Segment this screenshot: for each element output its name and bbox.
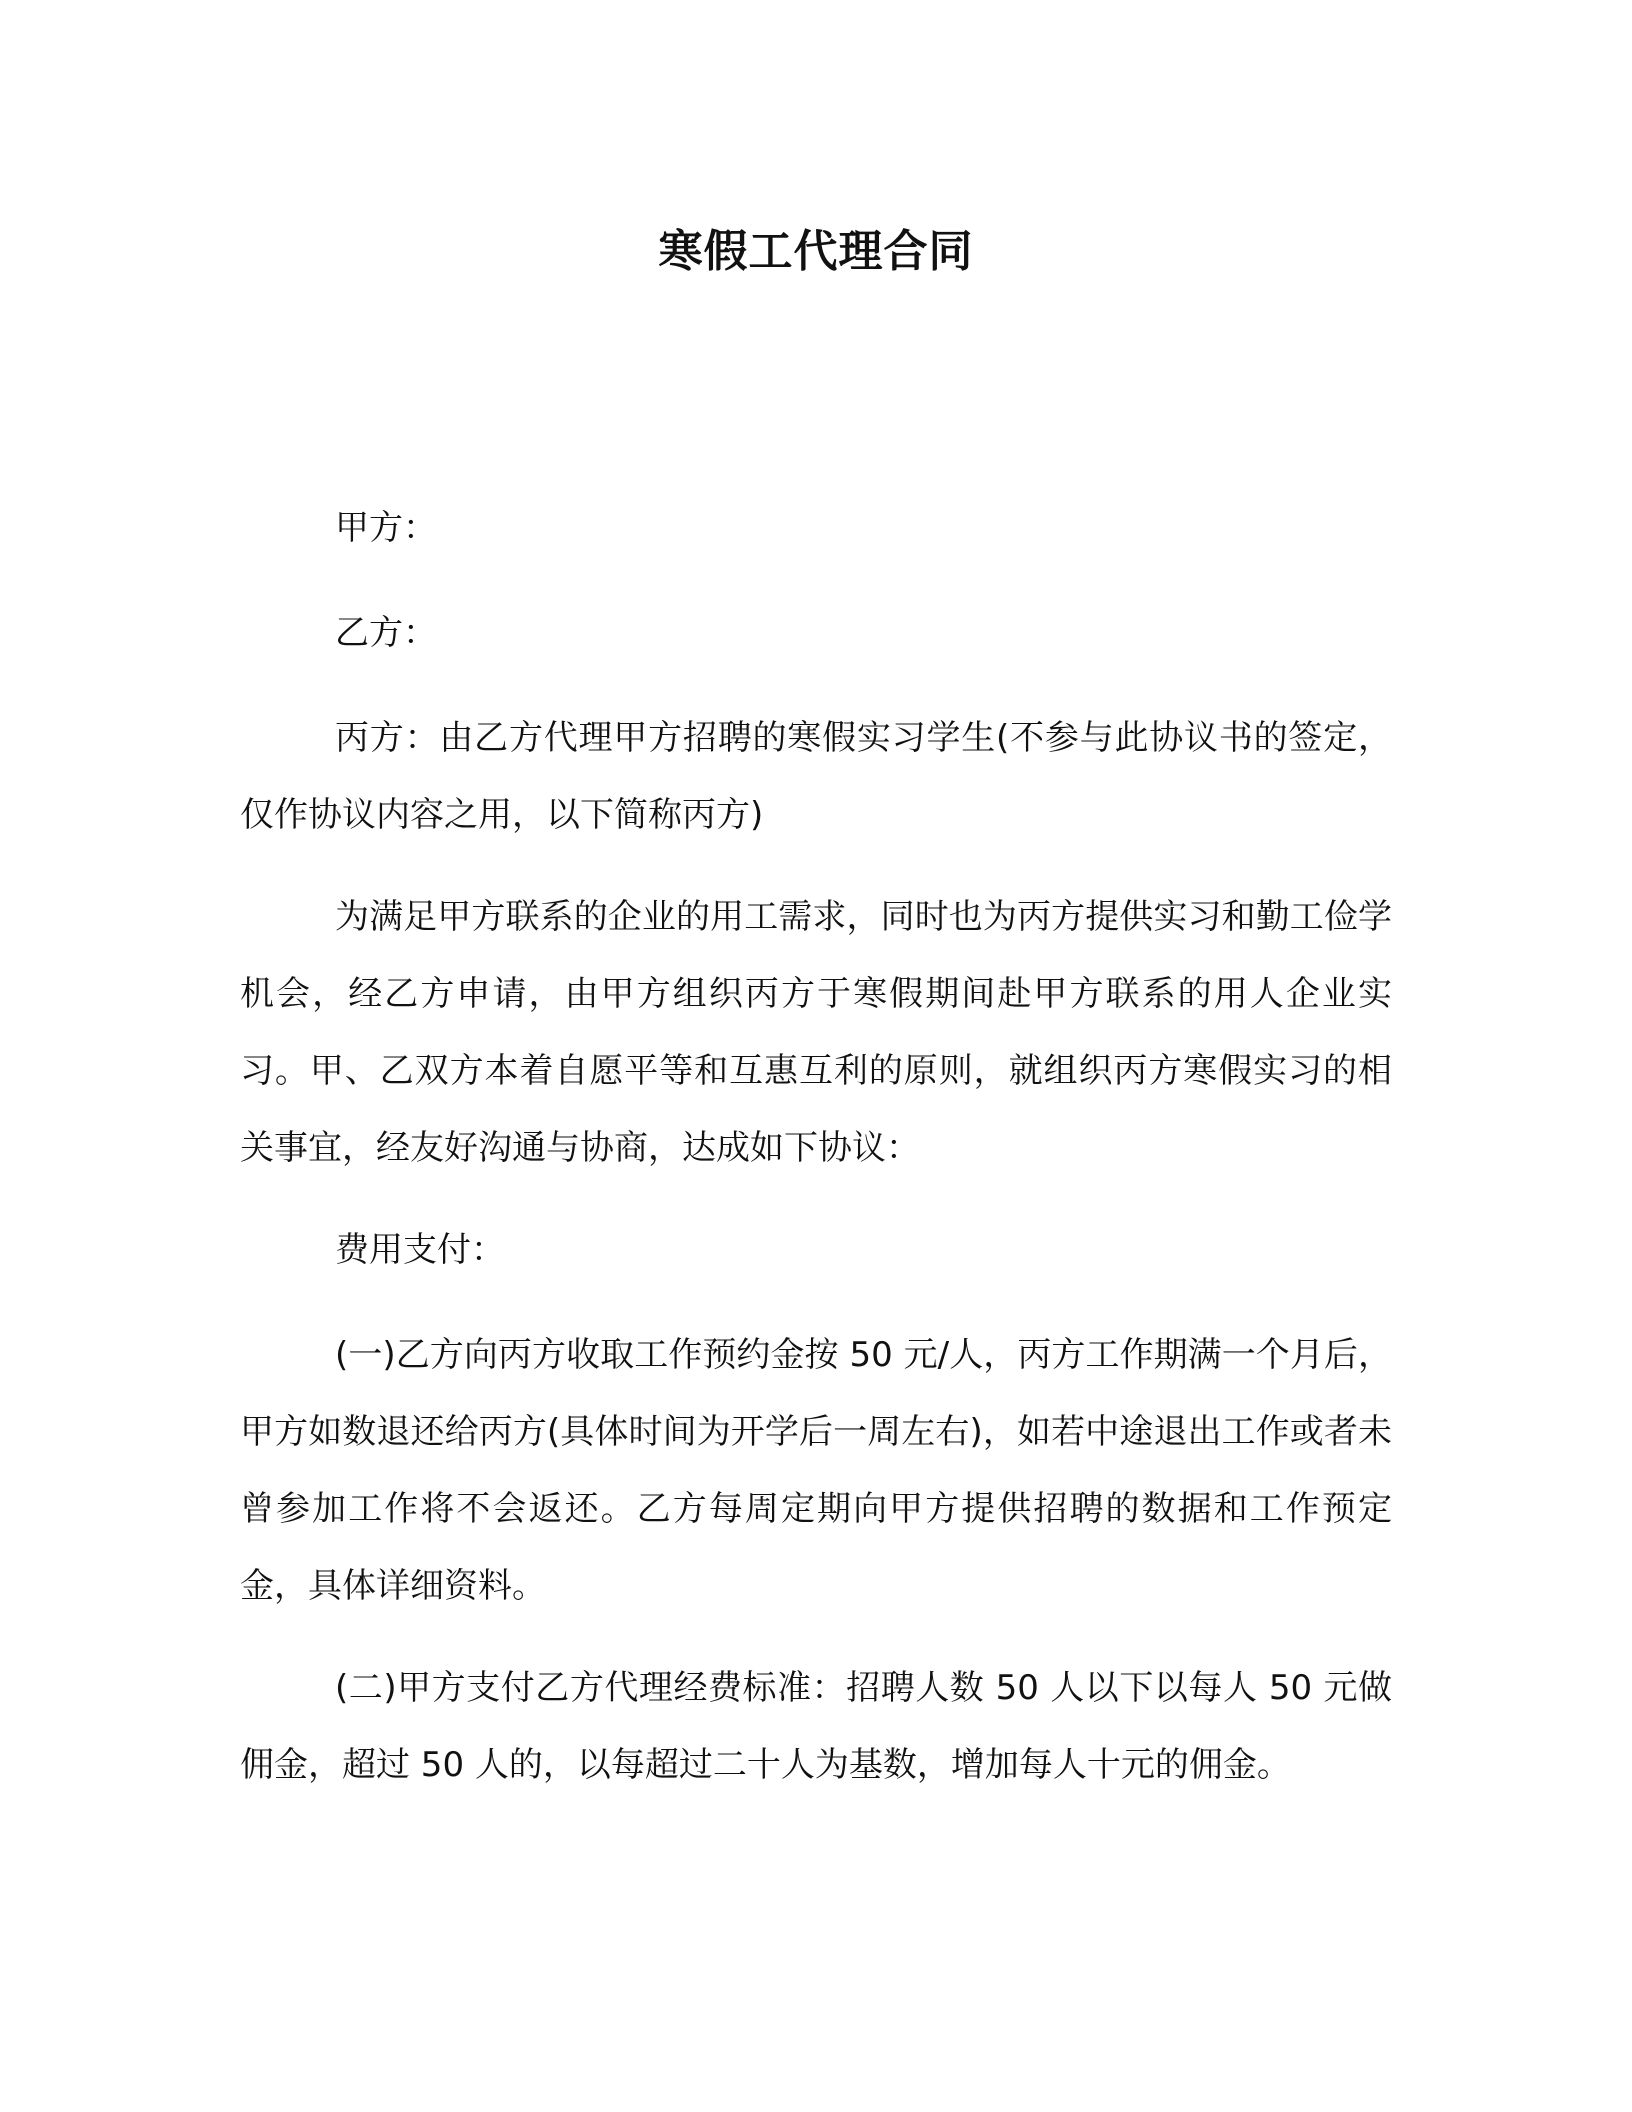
party-b-line: 乙方： [335, 613, 437, 653]
clause-two-paragraph: (二)甲方支付乙方代理经费标准：招聘人数 50 人以下以每人 50 元做佣金，超过 50 人的，以每超过二十人为基数，增加每人十元的佣金。 [240, 1668, 1392, 1785]
party-a-line: 甲方： [335, 508, 437, 548]
preamble-paragraph: 为满足甲方联系的企业的用工需求，同时也为丙方提供实习和勤工俭学机会，经乙方申请，由甲方组织丙方于寒假期间赴甲方联系的用人企业实习。甲、乙双方本着自愿平等和互惠互利的原则，就组织丙方寒假实习的相关事宜，经友好沟通与协商，达成如下协议： [240, 897, 1392, 1168]
document-title: 寒假工代理合同 [658, 226, 974, 277]
clause-one-paragraph: (一)乙方向丙方收取工作预约金按 50 元/人，丙方工作期满一个月后，甲方如数退还给丙方(具体时间为开学后一周左右)，如若中途退出工作或者未曾参加工作将不会返还。乙方每周定期向甲方提供招聘的数据和工作预定金，具体详细资料。 [240, 1335, 1392, 1606]
document-body [240, 490, 1392, 1829]
section-heading-fee-payment: 费用支付： [335, 1230, 505, 1270]
party-c-paragraph: 丙方：由乙方代理甲方招聘的寒假实习学生(不参与此协议书的签定，仅作协议内容之用，以下简称丙方) [240, 718, 1392, 835]
